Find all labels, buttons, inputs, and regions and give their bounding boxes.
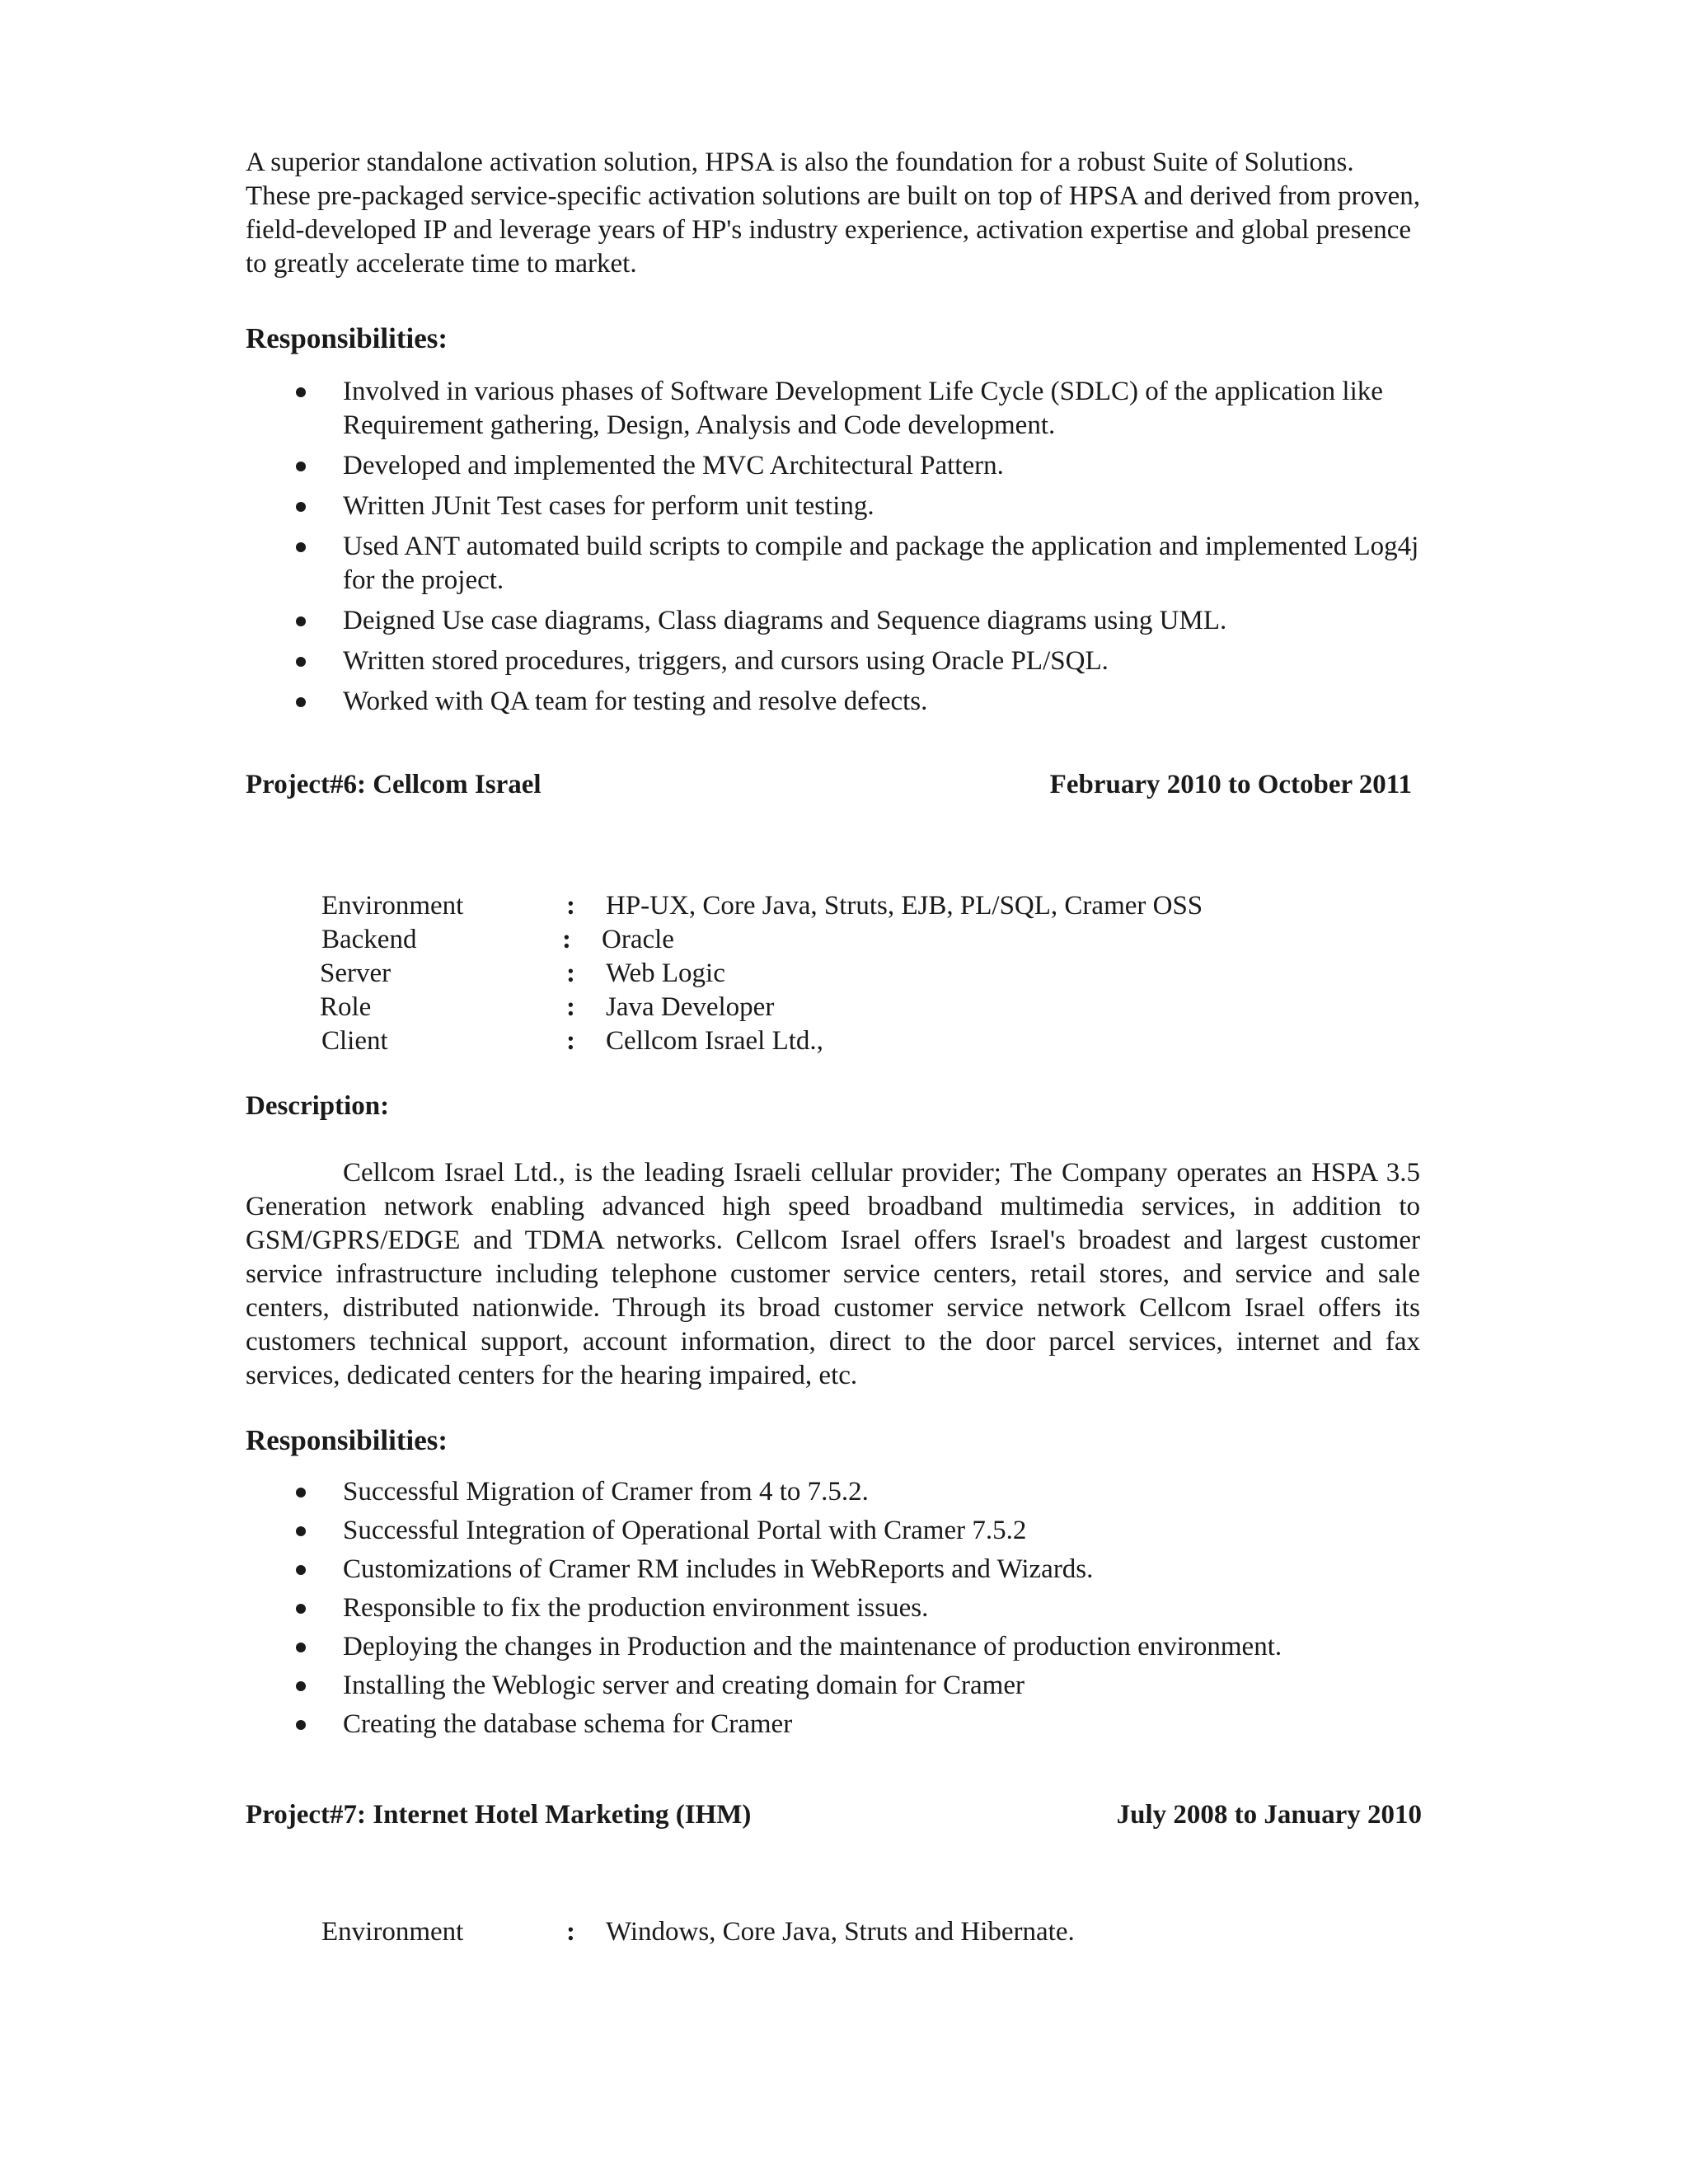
list-item: Responsible to fix the production environment issues. — [246, 1591, 1424, 1625]
detail-value: Cellcom Israel Ltd., — [606, 1026, 823, 1056]
list-item: Written JUnit Test cases for perform unit testing. — [246, 490, 1424, 523]
detail-value: Web Logic — [606, 958, 725, 988]
list-item: Worked with QA team for testing and resolve defects. — [246, 685, 1424, 719]
detail-value: HP-UX, Core Java, Struts, EJB, PL/SQL, Cramer OSS — [606, 891, 1203, 921]
list-item: Developed and implemented the MVC Architectural Pattern. — [246, 449, 1424, 483]
detail-colon: : — [566, 992, 575, 1022]
list-item: Deploying the changes in Production and the maintenance of production environment. — [246, 1630, 1424, 1664]
detail-colon: : — [566, 1026, 575, 1056]
list-item: Used ANT automated build scripts to compile and package the application and implemented Log4j for the project. — [246, 530, 1424, 598]
detail-key: Role — [320, 992, 372, 1022]
detail-key: Environment — [321, 891, 464, 921]
list-item: Involved in various phases of Software Development Life Cycle (SDLC) of the application like Requirement gathering, Design, Analysis and Code development. — [246, 375, 1424, 443]
detail-value: Oracle — [602, 925, 674, 954]
responsibilities-list-1 — [246, 375, 1424, 725]
detail-colon: : — [562, 925, 571, 954]
list-item: Written stored procedures, triggers, and cursors using Oracle PL/SQL. — [246, 644, 1424, 678]
responsibilities-heading-2: Responsibilities: — [246, 1424, 448, 1456]
detail-value: Java Developer — [606, 992, 775, 1022]
detail-colon: : — [566, 958, 575, 988]
list-item: Customizations of Cramer RM includes in WebReports and Wizards. — [246, 1553, 1424, 1586]
detail-colon: : — [566, 891, 575, 921]
responsibilities-heading-1: Responsibilities: — [246, 322, 448, 354]
responsibilities-list-2 — [246, 1475, 1424, 1746]
list-item: Installing the Weblogic server and creating domain for Cramer — [246, 1669, 1424, 1703]
intro-paragraph: A superior standalone activation solution, HPSA is also the foundation for a robust Suite of Solutions. These pre-packaged service-specific activation solutions are built on top of HPSA and derived from proven, field-developed IP and leverage years of HP's industry experience, activation expertise and global presence to greatly accelerate time to market. — [246, 148, 1420, 279]
detail-colon: : — [566, 1917, 575, 1947]
detail-key: Server — [320, 958, 392, 988]
project6-dates: February 2010 to October 2011 — [1049, 770, 1412, 799]
list-item: Creating the database schema for Cramer — [246, 1708, 1424, 1741]
project7-dates: July 2008 to January 2010 — [1116, 1800, 1422, 1830]
list-item: Successful Migration of Cramer from 4 to 7.5.2. — [246, 1475, 1424, 1509]
project7-title: Project#7: Internet Hotel Marketing (IHM) — [246, 1800, 752, 1830]
list-item: Deigned Use case diagrams, Class diagrams and Sequence diagrams using UML. — [246, 604, 1424, 638]
detail-key: Backend — [321, 925, 417, 954]
list-item: Successful Integration of Operational Portal with Cramer 7.5.2 — [246, 1514, 1424, 1548]
detail-key: Client — [321, 1026, 388, 1056]
project6-title: Project#6: Cellcom Israel — [246, 770, 542, 799]
detail-key: Environment — [321, 1917, 464, 1947]
description-paragraph: Cellcom Israel Ltd., is the leading Israeli cellular provider; The Company operates an HSPA 3.5 Generation network enabling advanced high speed broadband multimedia services, in addition to GSM/GPRS/EDGE and TDMA networks. Cellcom Israel offers Israel's broadest and largest customer service infrastructure including telephone customer service centers, retail stores, and service and sale centers, distributed nationwide. Through its broad customer service network Cellcom Israel offers its customers technical support, account information, direct to the door parcel services, internet and fax services, dedicated centers for the hearing impaired, etc. — [246, 1158, 1420, 1390]
detail-value: Windows, Core Java, Struts and Hibernate. — [606, 1917, 1075, 1947]
description-heading: Description: — [246, 1091, 390, 1121]
